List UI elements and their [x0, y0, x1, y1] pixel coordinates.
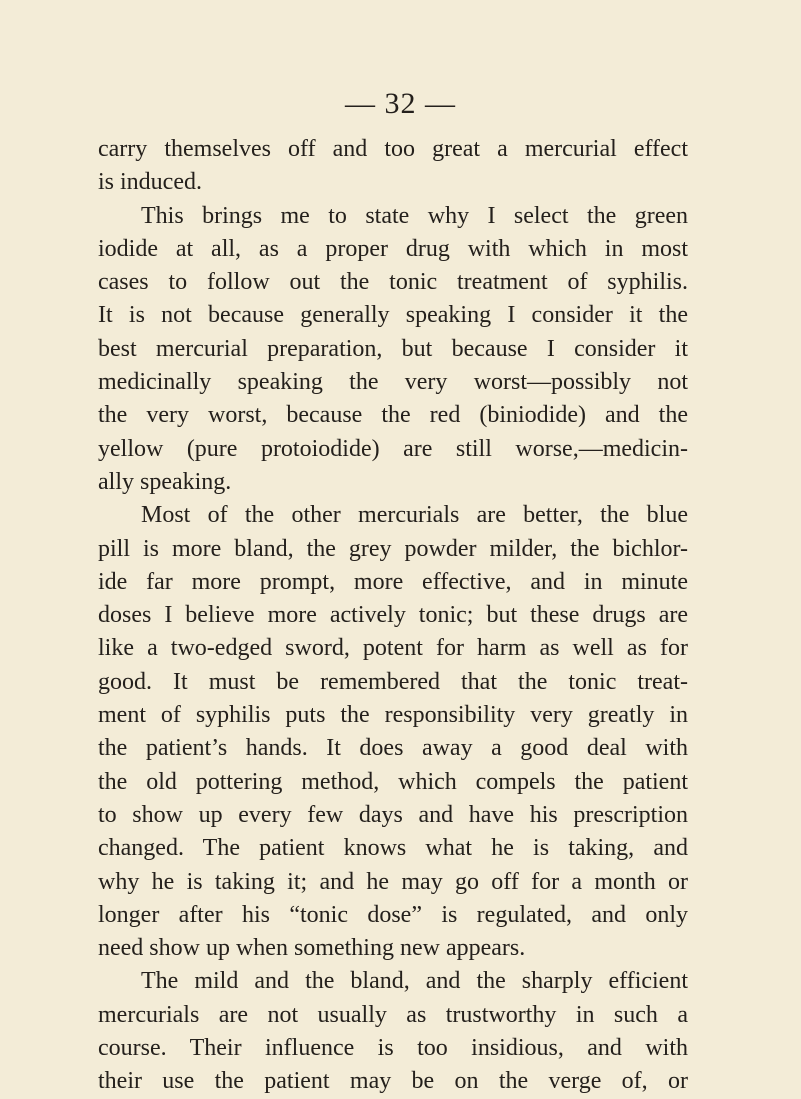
- text-line: doses I believe more actively tonic; but these drugs are: [98, 602, 688, 629]
- text-line: ally speaking.: [98, 468, 232, 495]
- text-line: is induced.: [98, 169, 202, 196]
- text-line: mercurials are not usually as trustworthy in such a: [98, 1001, 688, 1028]
- paragraph: [98, 200, 688, 500]
- text-line: why he is taking it; and he may go off for a month or: [98, 868, 688, 895]
- text-line: The mild and the bland, and the sharply efficient: [141, 968, 688, 995]
- text-line: iodide at all, as a proper drug with which in most: [98, 235, 688, 262]
- text-line: course. Their influence is too insidious, and with: [98, 1035, 688, 1062]
- text-line: best mercurial preparation, but because I consider it: [98, 335, 688, 362]
- paragraph: [98, 133, 688, 200]
- paragraph: [98, 499, 688, 965]
- text-line: This brings me to state why I select the green: [141, 202, 688, 229]
- paragraph: [98, 965, 688, 1098]
- text-line: to show up every few days and have his prescription: [98, 801, 688, 828]
- text-line: cases to follow out the tonic treatment of syphilis.: [98, 269, 688, 296]
- text-line: the patient’s hands. It does away a good deal with: [98, 735, 688, 762]
- text-line: medicinally speaking the very worst—possibly not: [98, 369, 688, 396]
- text-line: need show up when something new appears.: [98, 935, 526, 962]
- page-number: — 32 —: [345, 87, 456, 120]
- text-line: Most of the other mercurials are better, the blue: [141, 502, 688, 529]
- text-line: like a two-edged sword, potent for harm as well as for: [98, 635, 688, 662]
- body-text: [98, 133, 688, 1099]
- text-line: the very worst, because the red (biniodide) and the: [98, 402, 688, 429]
- text-line: ide far more prompt, more effective, and in minute: [98, 568, 688, 595]
- text-line: changed. The patient knows what he is taking, and: [98, 835, 688, 862]
- text-line: carry themselves off and too great a mercurial effect: [98, 136, 688, 162]
- text-line: It is not because generally speaking I consider it the: [98, 302, 688, 329]
- text-line: ment of syphilis puts the responsibility very greatly in: [98, 702, 688, 729]
- text-line: yellow (pure protoiodide) are still worse,—medicin-: [98, 435, 688, 462]
- text-line: the old pottering method, which compels the patient: [98, 768, 688, 795]
- text-line: good. It must be remembered that the tonic treat-: [98, 668, 688, 695]
- text-line: pill is more bland, the grey powder milder, the bichlor-: [98, 535, 688, 562]
- text-line: longer after his “tonic dose” is regulated, and only: [98, 901, 688, 928]
- text-line: their use the patient may be on the verge of, or: [98, 1068, 688, 1095]
